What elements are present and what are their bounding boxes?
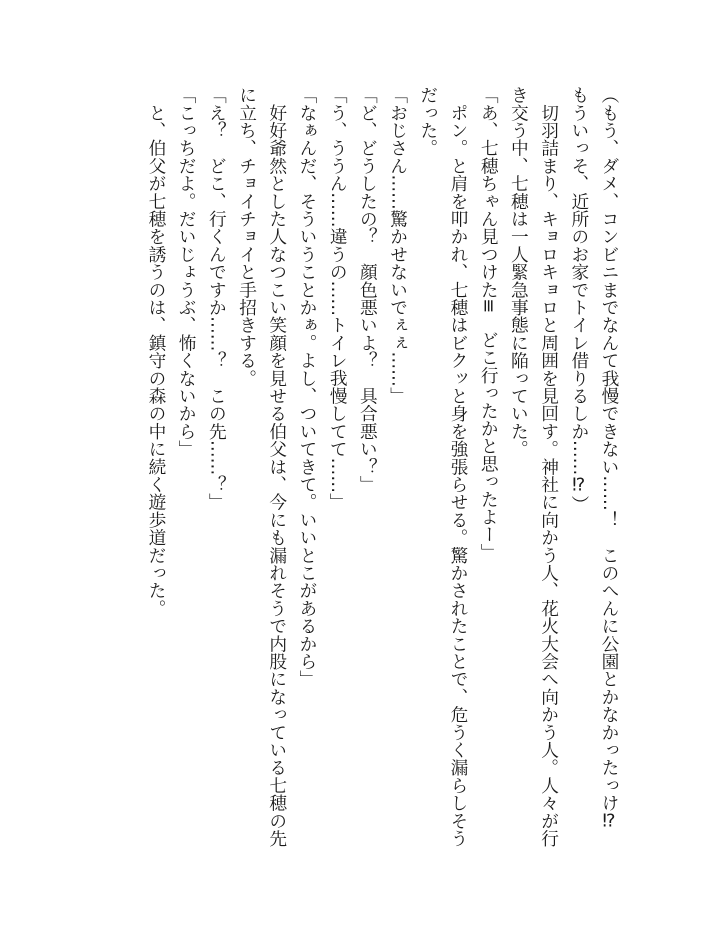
text-line: 「う、ううん……違うの……トイレ我慢してて……」	[327, 86, 348, 511]
paragraph	[413, 86, 473, 866]
paragraph	[352, 86, 382, 866]
text-line: 好好爺然とした人なつこい笑顔を見せる伯父は、今にも漏れそうで内股になっている七穂の先	[266, 86, 287, 848]
text-line: 「ど、どうしたの？ 顔色悪いよ？ 具合悪い？」	[357, 86, 378, 494]
paragraph	[141, 86, 171, 866]
text-line: 「こっちだよ。だいじょうぶ、怖くないから」	[176, 86, 197, 458]
paragraph	[503, 86, 563, 866]
text-line: に立ち、チョイチョイと手招きする。	[236, 86, 257, 387]
paragraph	[473, 86, 503, 866]
paragraph	[322, 86, 352, 866]
paragraph	[171, 86, 201, 866]
text-line: と、伯父が七穂を誘うのは、鎮守の森の中に続く遊歩道だった。	[145, 86, 166, 617]
paragraph	[382, 86, 412, 866]
vertical-text-page	[141, 86, 624, 866]
paragraph	[564, 86, 624, 866]
text-line: 「え？ どこ、行くんですか……？ この先……？」	[206, 86, 227, 511]
text-line: （もう、ダメ、コンビニまでなんて我慢できない……！ このへんに公園とかなかったっけ⁉	[599, 86, 619, 832]
text-line: ポン。と肩を叩かれ、七穂はビクッと身を強張らせる。驚かされたことで、危うく漏らしそう	[447, 86, 468, 848]
text-line: 「あ、七穂ちゃん見つけた≡ どこ行ったかと思ったよー」	[478, 86, 499, 562]
paragraph	[231, 86, 291, 866]
text-line: 「なぁんだ、そういうことかぁ。よし、ついてきて。いいとこがあるから」	[296, 86, 317, 688]
text-line: 「おじさん……驚かせないでぇぇ……」	[387, 86, 408, 405]
text-line: もういっそ、近所のお家でトイレ借りるしか……⁉）	[568, 86, 589, 514]
paragraph	[201, 86, 231, 866]
paragraph	[292, 86, 322, 866]
text-line: 切羽詰まり、キョロキョロと周囲を見回す。神社に向かう人、花火大会へ向かう人。人々が行	[538, 86, 559, 848]
text-line: だった。	[417, 86, 438, 157]
text-line: き交う中、七穂は一人緊急事態に陥っていた。	[508, 86, 529, 458]
